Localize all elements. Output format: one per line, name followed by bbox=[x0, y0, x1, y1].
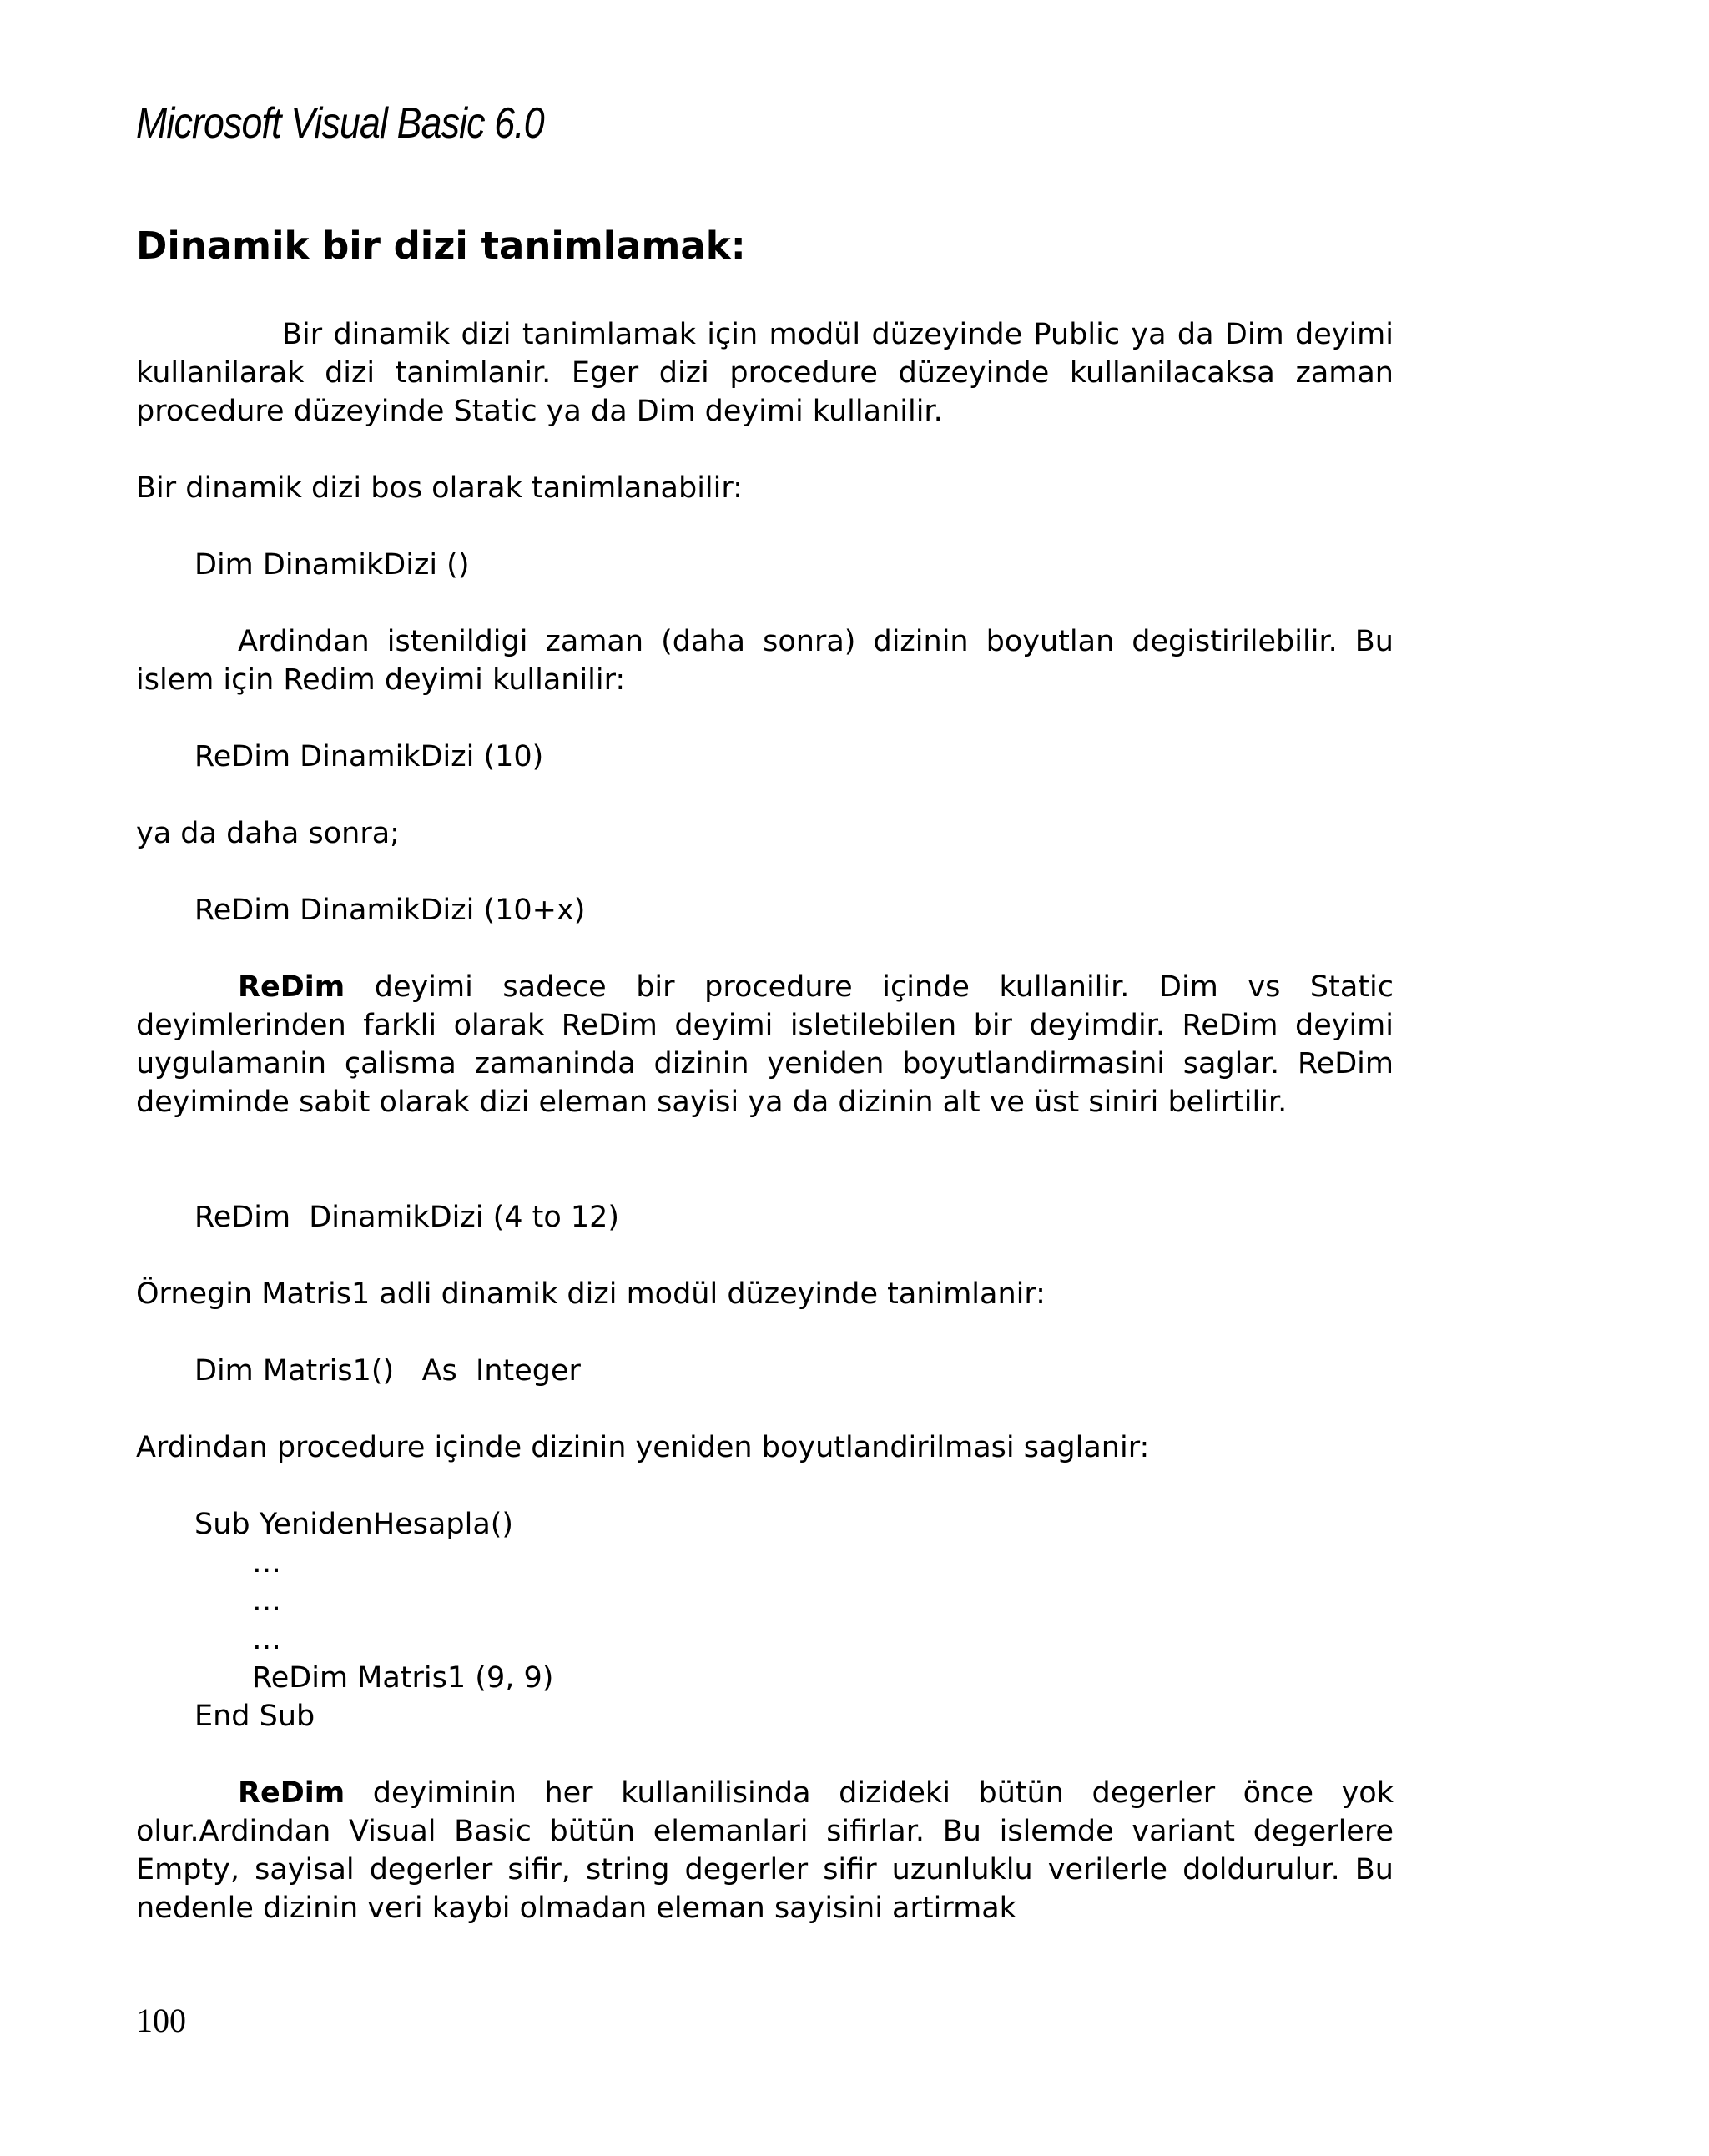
paragraph-redim-reset bbox=[136, 1774, 1394, 1927]
redim-keyword: ReDim bbox=[238, 970, 345, 1004]
paragraph-example: Örnegin Matris1 adli dinamik dizi modül düzeyinde tanimlanir: bbox=[136, 1277, 1046, 1311]
paragraph-or-later: ya da daha sonra; bbox=[136, 817, 400, 850]
code-redim-4-to-12: ReDim DinamikDizi (4 to 12) bbox=[194, 1201, 620, 1234]
code-dim-dinamikdizi: Dim DinamikDizi () bbox=[194, 548, 470, 582]
paragraph-resize: Ardindan istenildigi zaman (daha sonra) dizinin boyutlan degistirilebilir. Bu islem için Redim deyimi kullanilir: bbox=[136, 625, 1394, 697]
page-number: 100 bbox=[136, 2002, 186, 2039]
paragraph-redim-reset-text: deyiminin her kullanilisinda dizideki bütün degerler önce yok olur.Ardindan Visual Basic bütün elemanlari sifirlar. Bu islemde variant degerlere Empty, sayisal degerler sifir, string degerler sifir uzunluklu verilerle doldurulur. Bu nedenle dizinin veri kaybi olmadan eleman sayisini artirmak bbox=[136, 1776, 1394, 1925]
paragraph-empty-array: Bir dinamik dizi bos olarak tanimlanabilir: bbox=[136, 471, 743, 505]
paragraph-redim-usage-text: deyimi sadece bir procedure içinde kullanilir. Dim vs Static deyimlerinden farkli olarak ReDim deyimi isletilebilen bir deyimdir. ReDim deyimi uygulamanin çalisma zamaninda dizinin yeniden boyutlandirmasini saglar. ReDim deyiminde sabit olarak dizi eleman sayisi ya da dizinin alt ve üst siniri belirtilir. bbox=[136, 970, 1394, 1119]
code-redim-matris1: ReDim Matris1 (9, 9) bbox=[252, 1661, 554, 1695]
code-ellipsis-1: … bbox=[252, 1546, 281, 1579]
code-ellipsis-2: … bbox=[252, 1584, 281, 1618]
paragraph-intro: Bir dinamik dizi tanimlamak için modül düzeyinde Public ya da Dim deyimi kullanilarak dizi tanimlanir. Eger dizi procedure düzeyinde kullanilacaksa zaman procedure düzeyinde Static ya da Dim deyimi kullanilir. bbox=[136, 318, 1394, 428]
code-redim-10: ReDim DinamikDizi (10) bbox=[194, 740, 544, 773]
redim-keyword-2: ReDim bbox=[238, 1776, 345, 1810]
paragraph-procedure: Ardindan procedure içinde dizinin yeniden boyutlandirilmasi saglanir: bbox=[136, 1431, 1150, 1464]
paragraph-redim-usage bbox=[136, 968, 1394, 1121]
code-dim-matris1: Dim Matris1() As Integer bbox=[194, 1354, 581, 1388]
section-heading: Dinamik bir dizi tanimlamak: bbox=[136, 224, 746, 268]
code-sub-end: End Sub bbox=[194, 1700, 315, 1733]
code-redim-10-x: ReDim DinamikDizi (10+x) bbox=[194, 894, 586, 927]
running-header: Microsoft Visual Basic 6.0 bbox=[136, 99, 544, 148]
code-sub-start: Sub YenidenHesapla() bbox=[194, 1508, 514, 1541]
code-ellipsis-3: … bbox=[252, 1623, 281, 1656]
